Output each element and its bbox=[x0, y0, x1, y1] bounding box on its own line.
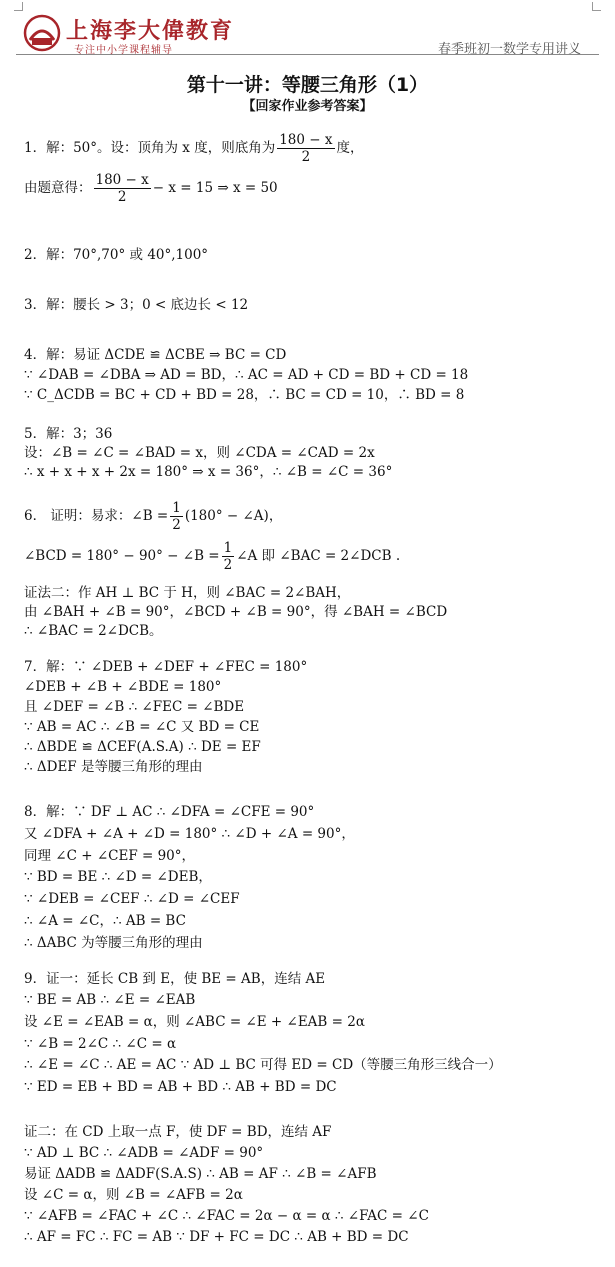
answer-line-20: ∴ ΔBDE ≌ ΔCEF(A.S.A) ∴ DE = EF bbox=[24, 739, 261, 755]
answer-line-30: ∵ BE = AB ∴ ∠E = ∠EAB bbox=[24, 992, 196, 1008]
crop-mark-left bbox=[14, 2, 23, 11]
answer-line-25: ∵ BD = BE ∴ ∠D = ∠DEB， bbox=[24, 869, 212, 885]
answer-line-15: ∴ ∠BAC = 2∠DCB。 bbox=[24, 623, 163, 639]
answer-line-5: 4．解：易证 ΔCDE ≌ ΔCBE ⇒ BC = CD bbox=[24, 347, 287, 363]
answer-line-6: ∵ ∠DAB = ∠DBA ⇒ AD = BD，∴ AC = AD + CD = BD + CD = 18 bbox=[24, 367, 469, 383]
answer-line-16: 7．解：∵ ∠DEB + ∠DEF + ∠FEC = 180° bbox=[24, 659, 308, 675]
answer-line-13: 证法二：作 AH ⊥ BC 于 H，则 ∠BAC = 2∠BAH， bbox=[24, 585, 351, 601]
answer-line-8: 5．解：3；36 bbox=[24, 426, 113, 442]
answer-line-38: 设 ∠C = α，则 ∠B = ∠AFB = 2α bbox=[24, 1187, 243, 1203]
answer-line-39: ∵ ∠AFB = ∠FAC + ∠C ∴ ∠FAC = 2α − α = α ∴ ∠FAC = ∠C bbox=[24, 1208, 429, 1224]
answer-line-2: 由题意得： $\frac{180 - x}{2}$ − x = 15 ⇒ x = 50 bbox=[24, 172, 278, 205]
answer-line-10: ∴ x + x + x + 2x = 180° ⇒ x = 36°，∴ ∠B = ∠C = 36° bbox=[24, 464, 393, 480]
fraction: $\frac{1}{2}$ bbox=[172, 500, 181, 533]
answer-line-40: ∴ AF = FC ∴ FC = AB ∵ DF + FC = DC ∴ AB + BD = DC bbox=[24, 1229, 409, 1245]
answer-line-19: ∵ AB = AC ∴ ∠B = ∠C 又 BD = CE bbox=[24, 719, 260, 735]
answer-line-17: ∠DEB + ∠B + ∠BDE = 180° bbox=[24, 679, 222, 695]
answer-line-24: 同理 ∠C + ∠CEF = 90°， bbox=[24, 848, 196, 864]
logo-emblem-icon bbox=[20, 14, 64, 52]
answer-line-28: ∴ ΔABC 为等腰三角形的理由 bbox=[24, 935, 203, 951]
fraction: $\frac{1}{2}$ bbox=[223, 540, 233, 573]
answer-line-11: 6． 证明：易求：∠B = $\frac{1}{2}$ (180° − ∠A)， bbox=[24, 500, 283, 533]
answer-line-36: ∵ AD ⊥ BC ∴ ∠ADB = ∠ADF = 90° bbox=[24, 1145, 264, 1161]
answer-line-9: 设：∠B = ∠C = ∠BAD = x，则 ∠CDA = ∠CAD = 2x bbox=[24, 445, 375, 461]
answer-line-35: 证二：在 CD 上取一点 F，使 DF = BD，连结 AF bbox=[24, 1124, 332, 1140]
answer-line-27: ∴ ∠A = ∠C，∴ AB = BC bbox=[24, 913, 186, 929]
page-subtitle: 【回家作业参考答案】 bbox=[242, 99, 373, 114]
answer-line-1: 1．解：50°。设：顶角为 x 度，则底角为 $\frac{180 - x}{2}$ 度， bbox=[24, 132, 364, 165]
answer-line-3: 2．解：70°,70° 或 40°,100° bbox=[24, 247, 209, 263]
answer-line-34: ∵ ED = EB + BD = AB + BD ∴ AB + BD = DC bbox=[24, 1079, 337, 1095]
answer-line-23: 又 ∠DFA + ∠A + ∠D = 180° ∴ ∠D + ∠A = 90°， bbox=[24, 826, 355, 842]
answer-line-12: ∠BCD = 180° − 90° − ∠B = $\frac{1}{2}$ ∠A 即 ∠BAC = 2∠DCB . bbox=[24, 540, 401, 573]
fraction: $\frac{180 - x}{2}$ bbox=[95, 172, 149, 205]
answer-line-29: 9．证一：延长 CB 到 E，使 BE = AB，连结 AE bbox=[24, 971, 326, 987]
series-label: 春季班初一数学专用讲义 bbox=[437, 42, 581, 57]
answer-line-33: ∴ ∠E = ∠C ∴ AE = AC ∵ AD ⊥ BC 可得 ED = CD（等腰三角形三线合一） bbox=[24, 1057, 502, 1073]
page-title: 第十一讲：等腰三角形（1） bbox=[186, 74, 429, 96]
fraction: $\frac{180 - x}{2}$ bbox=[279, 132, 333, 165]
answer-line-21: ∴ ΔDEF 是等腰三角形的理由 bbox=[24, 759, 203, 775]
answer-line-22: 8．解：∵ DF ⊥ AC ∴ ∠DFA = ∠CFE = 90° bbox=[24, 804, 315, 820]
answer-line-4: 3．解：腰长 > 3；0 < 底边长 < 12 bbox=[24, 297, 249, 313]
answer-line-18: 且 ∠DEF = ∠B ∴ ∠FEC = ∠BDE bbox=[24, 699, 245, 715]
answer-line-7: ∵ C_ΔCDB = BC + CD + BD = 28，∴ BC = CD = 10，∴ BD = 8 bbox=[24, 387, 465, 403]
answer-line-37: 易证 ΔADB ≌ ΔADF(S.A.S) ∴ AB = AF ∴ ∠B = ∠AFB bbox=[24, 1166, 377, 1182]
crop-mark-right bbox=[592, 2, 601, 11]
answer-line-31: 设 ∠E = ∠EAB = α，则 ∠ABC = ∠E + ∠EAB = 2α bbox=[24, 1014, 365, 1030]
header-divider bbox=[16, 54, 599, 55]
logo-text: 上海李大偉教育 bbox=[66, 18, 235, 44]
logo-tagline: 专注中小学课程辅导 bbox=[74, 45, 173, 56]
answer-line-32: ∵ ∠B = 2∠C ∴ ∠C = α bbox=[24, 1036, 177, 1052]
answer-line-26: ∵ ∠DEB = ∠CEF ∴ ∠D = ∠CEF bbox=[24, 891, 240, 907]
answer-line-14: 由 ∠BAH + ∠B = 90°，∠BCD + ∠B = 90°，得 ∠BAH = ∠BCD bbox=[24, 604, 448, 620]
